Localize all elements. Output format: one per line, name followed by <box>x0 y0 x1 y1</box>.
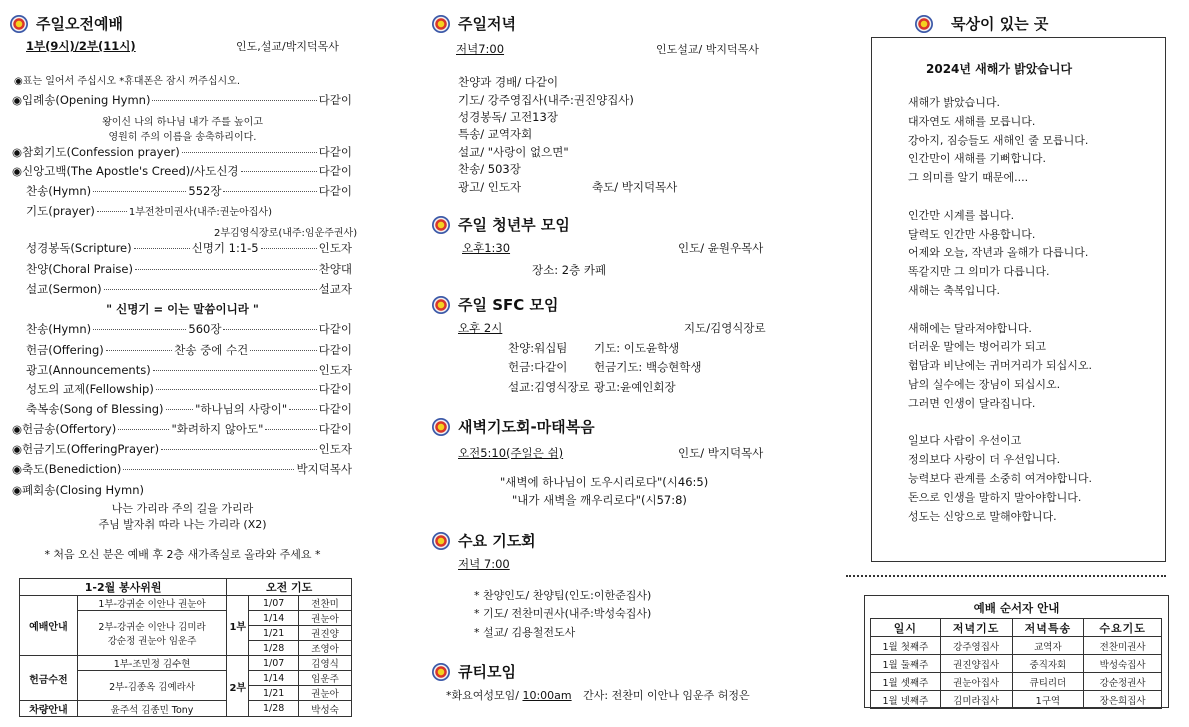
dotted-leader <box>153 370 317 371</box>
prayer-date: 1/14 <box>249 611 299 626</box>
worship-item-detail: 560장 <box>188 322 222 336</box>
sfc-item: 기도: 이도윤학생 <box>594 341 680 355</box>
church-emblem-icon <box>10 15 28 33</box>
worship-item-label: 찬송(Hymn) <box>26 184 92 198</box>
order-cell: 중직자회 <box>1012 655 1084 673</box>
prayer-date: 1/07 <box>249 596 299 611</box>
wednesday-prayer-title: 수요 기도회 <box>432 530 536 551</box>
service-order-table <box>870 618 1162 709</box>
evening-time: 저녁7:00 <box>456 42 505 56</box>
order-cell: 1구역 <box>1012 691 1084 709</box>
prayer-name: 임운주 <box>299 671 352 686</box>
worship-item-label: 찬송(Hymn) <box>26 322 92 336</box>
parking-label: 차량안내 <box>20 701 78 717</box>
evening-leader: 인도설교/ 박지덕목사 <box>656 43 759 56</box>
evening-item: 기도/ 강주영집사(내주:권진양집사) <box>458 93 634 107</box>
guide-row-2-line-2: 강순정 권눈아 임운주 <box>107 636 197 647</box>
worship-item <box>10 362 352 378</box>
dawn-time: 오전5:10(주일은 쉼) <box>458 446 564 460</box>
section-divider <box>846 575 1166 577</box>
dotted-leader <box>134 248 190 249</box>
poem-line: 더러운 말에는 벙어리가 되고 <box>908 340 1047 354</box>
poem-line: 새해가 밝았습니다. <box>908 96 1001 109</box>
evening-item: 성경봉독/ 고전13장 <box>458 110 558 124</box>
poem-line: 험담과 비난에는 귀머거리가 되십시오. <box>908 359 1093 373</box>
dotted-leader <box>250 350 316 351</box>
sfc-item: 광고:윤예인회장 <box>594 380 676 394</box>
poem-line: 일보다 사람이 우선이고 <box>908 434 1022 448</box>
poem-title: 2024년 새해가 밝았습니다 <box>926 62 1073 76</box>
dotted-leader <box>261 248 317 249</box>
qt-people: 간사: 전찬미 이안나 임운주 허정은 <box>583 689 750 702</box>
worship-item-leader: 인도자 <box>318 363 352 377</box>
wednesday-item: * 기도/ 전찬미권사(내주:박성숙집사) <box>474 607 652 620</box>
sfc-item: 헌금기도: 백승현학생 <box>594 360 702 374</box>
dawn-verse: "내가 새벽을 깨우리로다"(시57:8) <box>512 493 687 507</box>
worship-item-leader: 다같이 <box>318 343 352 357</box>
church-emblem-icon <box>432 296 450 314</box>
worship-item-label: 헌금(Offering) <box>26 343 104 357</box>
church-emblem-icon <box>432 663 450 681</box>
worship-item-label: ◉입례송(Opening Hymn) <box>12 93 151 107</box>
part-1-label: 1부 <box>227 596 249 656</box>
worship-item-leader: 인도자 <box>318 241 352 255</box>
sfc-item: 찬양:워십팀 <box>508 341 568 355</box>
evening-item: 특송/ 교역자회 <box>458 127 533 141</box>
table-row <box>871 673 1162 691</box>
worship-item-detail: "하나님의 사랑이" <box>195 402 288 416</box>
worship-item-leader: 찬양대 <box>318 262 352 276</box>
offering-row-1: 1부-조민정 김수현 <box>77 656 226 671</box>
worship-item-detail: 찬송 중에 수건 <box>174 343 249 357</box>
volunteer-table <box>19 578 352 717</box>
prayer-name: 김영식 <box>299 656 352 671</box>
dotted-leader <box>223 329 316 330</box>
worship-item <box>10 92 352 108</box>
prayer-date: 1/21 <box>249 626 299 641</box>
opening-lyrics-2: 영원히 주의 이름을 송축하리이다. <box>108 132 257 143</box>
worship-item-leader: 인도자 <box>318 442 352 456</box>
standing-note: ◉표는 일어서 주십시오 *휴대폰은 잠시 꺼주십시오. <box>14 76 240 87</box>
qt-details <box>446 687 750 703</box>
worship-item-label: 성도의 교제(Fellowship) <box>26 382 154 396</box>
worship-item-detail: 552장 <box>188 184 222 198</box>
poem-line: 성도는 신앙으로 말해야합니다. <box>908 509 1057 523</box>
evening-service-title: 주일저녁 <box>432 13 516 34</box>
dotted-leader <box>104 289 317 290</box>
order-cell: 전찬미권사 <box>1084 637 1162 655</box>
sfc-item: 설교:김영식장로 <box>508 380 590 394</box>
church-emblem-icon <box>432 532 450 550</box>
volunteer-header: 1-2월 봉사위원 <box>20 579 227 596</box>
worship-item-leader: 다같이 <box>318 184 352 198</box>
poem-line: 어제와 오늘, 작년과 올해가 다릅니다. <box>908 246 1089 260</box>
dawn-prayer-title: 새벽기도회-마태복음 <box>432 416 595 437</box>
table-row <box>871 691 1162 709</box>
closing-lyrics-1: 나는 가리라 주의 길을 가리라 <box>111 502 254 515</box>
parking-row: 윤주석 김종민 Tony <box>77 701 226 717</box>
poem-line: 대자연도 새해를 모릅니다. <box>908 114 1036 128</box>
poem-line: 달력도 인간만 사용합니다. <box>908 227 1036 241</box>
order-header: 일시 <box>871 619 941 637</box>
church-emblem-icon <box>432 15 450 33</box>
worship-item <box>10 342 352 358</box>
worship-item <box>10 144 352 160</box>
closing-lyrics-2: 주님 발자취 따라 나는 가리라 (X2) <box>98 518 267 531</box>
order-cell: 장은희집사 <box>1084 691 1162 709</box>
worship-item <box>10 421 352 437</box>
offering-row-2: 2부-김종옥 김예라사 <box>77 671 226 701</box>
table-row <box>871 637 1162 655</box>
worship-item-leader: 다같이 <box>318 422 352 436</box>
prayer-name: 권진양 <box>299 626 352 641</box>
poem-line: 능력보다 관계를 소중히 여겨야합니다. <box>908 472 1093 485</box>
worship-item-label: 기도(prayer) <box>26 204 95 218</box>
order-header: 수요기도 <box>1084 619 1162 637</box>
wednesday-time: 저녁 7:00 <box>458 557 510 571</box>
poem-line: 강아지, 짐승들도 새해인 줄 모릅니다. <box>908 133 1089 147</box>
dotted-leader <box>156 389 317 390</box>
dotted-leader <box>135 269 317 270</box>
worship-item <box>10 163 352 179</box>
worship-item-leader: 다같이 <box>318 145 352 159</box>
opening-lyrics-1: 왕이신 나의 하나님 내가 주를 높이고 <box>102 117 263 128</box>
order-cell: 강순정권사 <box>1084 673 1162 691</box>
welcome-note: * 처음 오신 분은 예배 후 2층 새가족실로 올라와 주세요 * <box>44 548 321 561</box>
poem-line: 인간만이 새해를 기뻐합니다. <box>908 152 1047 166</box>
prayer-date: 1/28 <box>249 701 299 717</box>
order-cell: 1월 넷째주 <box>871 691 941 709</box>
wednesday-item: * 설교/ 김용철전도사 <box>474 626 576 639</box>
worship-item <box>10 461 352 477</box>
worship-item-detail: "화려하지 않아도" <box>171 422 264 436</box>
qt-group: *화요여성모임/ <box>446 689 519 702</box>
worship-item-label: ◉폐회송(Closing Hymn) <box>12 483 144 497</box>
evening-item: 광고/ 인도자 <box>458 180 522 194</box>
order-cell: 김미라집사 <box>940 691 1012 709</box>
dotted-leader <box>223 191 316 192</box>
worship-item-leader: 다같이 <box>318 93 352 107</box>
service-times: 1부(9시)/2부(11시) <box>26 39 136 53</box>
sfc-item: 헌금:다같이 <box>508 360 568 374</box>
worship-item-leader: 설교자 <box>318 282 352 296</box>
prayer-header: 오전 기도 <box>227 579 352 596</box>
worship-item <box>10 183 352 199</box>
sfc-time: 오후 2시 <box>458 321 503 335</box>
poem-line: 정의보다 사랑이 더 우선입니다. <box>908 453 1061 467</box>
order-title: 예배 순서자 안내 <box>973 601 1060 615</box>
order-header: 저녁기도 <box>940 619 1012 637</box>
morning-service-title: 주일오전예배 <box>10 13 123 34</box>
dotted-leader <box>182 152 317 153</box>
poem-line: 남의 실수에는 장님이 되십시오. <box>908 378 1061 391</box>
order-cell: 박성숙집사 <box>1084 655 1162 673</box>
poem-line: 똑같지만 그 의미가 다릅니다. <box>908 265 1050 279</box>
church-emblem-icon <box>432 216 450 234</box>
worship-item <box>10 381 352 397</box>
prayer-name: 권눈아 <box>299 686 352 701</box>
worship-item-label: 성경봉독(Scripture) <box>26 241 132 255</box>
order-cell: 1월 둘째주 <box>871 655 941 673</box>
order-cell: 큐티리더 <box>1012 673 1084 691</box>
sfc-meeting-title: 주일 SFC 모임 <box>432 294 558 315</box>
prayer-date: 1/14 <box>249 671 299 686</box>
order-cell: 권진양집사 <box>940 655 1012 673</box>
dotted-leader <box>265 429 316 430</box>
worship-item-label: 설교(Sermon) <box>26 282 102 296</box>
evening-item: 찬송/ 503장 <box>458 162 521 176</box>
poem-line: 인간만 시계를 봅니다. <box>908 208 1015 222</box>
worship-guide-label: 예배안내 <box>20 596 78 656</box>
dotted-leader <box>106 350 172 351</box>
order-cell: 교역자 <box>1012 637 1084 655</box>
worship-item-detail: 1부전찬미권사(내주:권눈아집사) <box>128 207 272 218</box>
guide-row-2 <box>77 611 226 656</box>
church-emblem-icon <box>915 15 933 33</box>
order-cell: 권눈아집사 <box>940 673 1012 691</box>
worship-item-leader: 다같이 <box>318 382 352 396</box>
prayer-name: 조영아 <box>299 641 352 656</box>
worship-item <box>10 401 352 417</box>
worship-item-label: ◉참회기도(Confession prayer) <box>12 145 180 159</box>
worship-item <box>10 281 352 297</box>
order-cell: 강주영집사 <box>940 637 1012 655</box>
evening-item: 찬양과 경배/ 다같이 <box>458 75 559 89</box>
worship-item-label: 축복송(Song of Blessing) <box>26 402 164 416</box>
worship-item-label: 광고(Announcements) <box>26 363 151 377</box>
youth-meeting-title: 주일 청년부 모임 <box>432 214 570 235</box>
prayer-name: 전찬미 <box>299 596 352 611</box>
order-cell: 1월 셋째주 <box>871 673 941 691</box>
guide-row-1: 1부-강귀순 이안나 권눈아 <box>77 596 226 611</box>
part-2-label: 2부 <box>227 656 249 717</box>
worship-item-detail: 신명기 1:1-5 <box>191 241 259 255</box>
dotted-leader <box>97 211 127 212</box>
prayer-date: 1/28 <box>249 641 299 656</box>
evening-blessing: 축도/ 박지덕목사 <box>592 180 678 194</box>
poem-line: 그 의미를 알기 때문에.... <box>908 171 1029 185</box>
dotted-leader <box>241 171 317 172</box>
prayer-line-2: 2부김영식장로(내주:임운주권사) <box>214 228 358 239</box>
prayer-name: 박성숙 <box>299 701 352 717</box>
worship-item <box>10 203 352 219</box>
worship-item-leader: 다같이 <box>318 402 352 416</box>
dotted-leader <box>93 191 186 192</box>
dotted-leader <box>152 100 316 101</box>
dawn-verse: "새벽에 하나님이 도우시리로다"(시46:5) <box>500 475 709 489</box>
worship-item-label: ◉신앙고백(The Apostle's Creed)/사도신경 <box>12 164 239 178</box>
dotted-leader <box>166 409 194 410</box>
worship-item-leader: 박지덕목사 <box>296 462 352 476</box>
offering-label: 헌금수전 <box>20 656 78 701</box>
worship-item-label: ◉헌금기도(OfferingPrayer) <box>12 442 160 456</box>
poem-line: 새해는 축복입니다. <box>908 284 1001 297</box>
worship-item-label: 찬양(Choral Praise) <box>26 262 133 276</box>
morning-leader: 인도,설교/박지덕목사 <box>236 40 339 53</box>
prayer-name: 권눈아 <box>299 611 352 626</box>
dotted-leader <box>161 449 317 450</box>
worship-item-leader: 다같이 <box>318 322 352 336</box>
dawn-leader: 인도/ 박지덕목사 <box>678 446 764 460</box>
qt-time: 10:00am <box>522 689 572 702</box>
worship-item-label: ◉축도(Benediction) <box>12 462 122 476</box>
guide-row-2-line-1: 2부-강귀순 이안나 김미라 <box>98 622 206 633</box>
prayer-date: 1/07 <box>249 656 299 671</box>
youth-leader: 인도/ 윤원우목사 <box>678 241 764 255</box>
church-emblem-icon <box>432 418 450 436</box>
worship-item <box>10 261 352 277</box>
worship-item <box>10 240 352 256</box>
poem-line: 새해에는 달라져야합니다. <box>908 321 1032 335</box>
wednesday-item: * 찬양인도/ 찬양팀(인도:이한준집사) <box>474 589 652 602</box>
prayer-date: 1/21 <box>249 686 299 701</box>
sfc-leader: 지도/김영식장로 <box>684 321 766 335</box>
youth-place: 장소: 2층 카페 <box>532 263 607 277</box>
poem-line: 돈으로 인생을 말하지 말아야합니다. <box>908 490 1082 504</box>
dotted-leader <box>118 429 169 430</box>
table-row <box>871 655 1162 673</box>
dotted-leader <box>123 469 294 470</box>
youth-time: 오후1:30 <box>462 241 511 255</box>
order-header: 저녁특송 <box>1012 619 1084 637</box>
poem-line: 그러면 인생이 달라집니다. <box>908 396 1036 410</box>
evening-item: 설교/ "사랑이 없으면" <box>458 145 569 159</box>
qt-meeting-title: 큐티모임 <box>432 661 516 682</box>
sermon-title: " 신명기 = 이는 말씀이니라 " <box>106 302 259 316</box>
worship-item-leader: 다같이 <box>318 164 352 178</box>
order-cell: 1월 첫째주 <box>871 637 941 655</box>
worship-item <box>10 321 352 337</box>
meditation-title: 묵상이 있는 곳 <box>915 13 1048 34</box>
worship-item <box>10 482 352 498</box>
worship-item-label: ◉헌금송(Offertory) <box>12 422 117 436</box>
dotted-leader <box>289 409 317 410</box>
dotted-leader <box>93 329 186 330</box>
worship-item <box>10 441 352 457</box>
